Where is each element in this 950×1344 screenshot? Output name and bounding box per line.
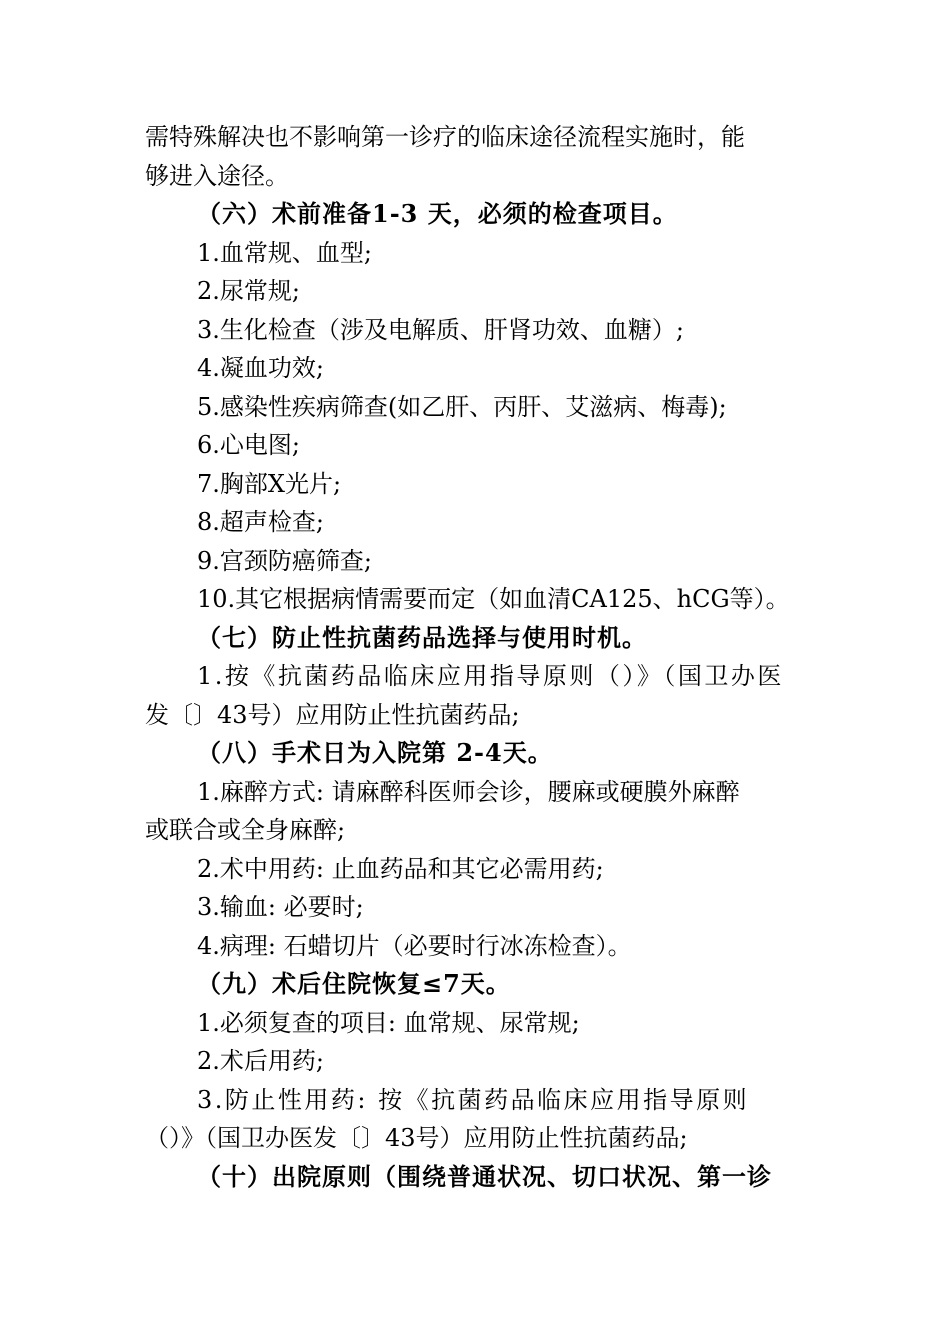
list-item: 1.麻醉方式: 请麻醉科医师会诊，腰麻或硬膜外麻醉 bbox=[197, 777, 740, 806]
list-item: 1.血常规、血型; bbox=[197, 238, 372, 267]
list-item: 3.生化检查（涉及电解质、肝肾功效、血糖）; bbox=[197, 315, 684, 344]
list-item: 4.凝血功效; bbox=[197, 354, 324, 382]
list-item: 5.感染性疾病筛查(如乙肝、丙肝、艾滋病、梅毒); bbox=[197, 392, 727, 421]
section-heading-8: （八）手术日为入院第 2-4天。 bbox=[197, 738, 553, 767]
paragraph-line: 发〔〕43号）应用防止性抗菌药品; bbox=[145, 700, 520, 729]
list-item: 3.输血: 必要时; bbox=[197, 893, 364, 921]
document-body bbox=[145, 118, 810, 1196]
list-item: 2.术后用药; bbox=[197, 1047, 324, 1075]
section-heading-6: （六）术前准备1-3 天，必须的检查项目。 bbox=[197, 199, 678, 228]
list-item: 7.胸部X光片; bbox=[197, 469, 342, 498]
section-heading-7: （七）防止性抗菌药品选择与使用时机。 bbox=[197, 622, 647, 652]
paragraph-line: （）》（国卫办医发〔〕43号）应用防止性抗菌药品; bbox=[145, 1124, 688, 1152]
list-item: 4.病理: 石蜡切片（必要时行冰冻检查）。 bbox=[197, 931, 632, 960]
section-heading-10: （十）出院原则（围绕普通状况、切口状况、第一诊 bbox=[197, 1161, 772, 1191]
paragraph-line: 或联合或全身麻醉; bbox=[145, 816, 346, 844]
section-heading-9: （九）术后住院恢复≤7天。 bbox=[197, 969, 511, 998]
list-item: 1.必须复查的项目: 血常规、尿常规; bbox=[197, 1008, 580, 1037]
list-item: 10.其它根据病情需要而定（如血清CA125、hCG等）。 bbox=[197, 585, 790, 613]
list-item: 2.尿常规; bbox=[197, 277, 300, 305]
list-item: 6.心电图; bbox=[197, 431, 300, 459]
list-item: 1.按《抗菌药品临床应用指导原则（）》（国卫办医 bbox=[197, 662, 784, 690]
list-item: 9.宫颈防癌筛查; bbox=[197, 546, 372, 575]
paragraph-line: 需特殊解决也不影响第一诊疗的临床途径流程实施时，能 bbox=[145, 123, 745, 151]
list-item: 2.术中用药: 止血药品和其它必需用药; bbox=[197, 854, 604, 883]
paragraph-line: 够进入途径。 bbox=[145, 161, 289, 190]
list-item: 3.防止性用药: 按《抗菌药品临床应用指导原则 bbox=[197, 1085, 750, 1114]
list-item: 8.超声检查; bbox=[197, 508, 324, 536]
